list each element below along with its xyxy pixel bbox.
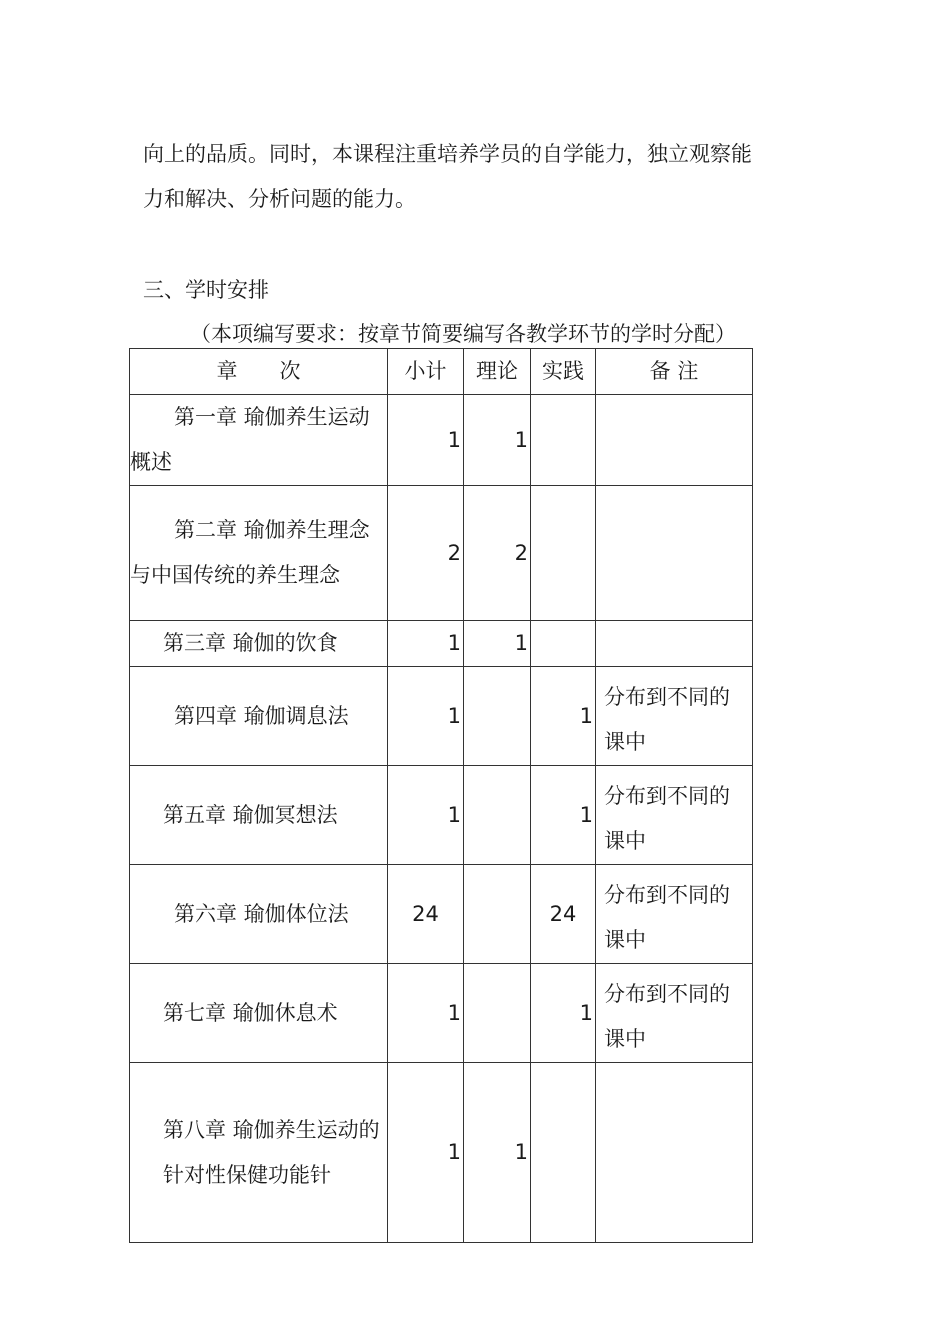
header-practice: 实践: [531, 349, 596, 395]
cell-practice: [531, 395, 596, 486]
hours-table: [129, 348, 753, 1243]
cell-subtotal: 1: [388, 964, 464, 1063]
cell-chapter: 第八章 瑜伽养生运动的针对性保健功能针: [130, 1063, 388, 1243]
cell-chapter: 第一章 瑜伽养生运动概述: [130, 395, 388, 486]
cell-remarks: 分布到不同的课中: [596, 766, 753, 865]
cell-chapter: 第六章 瑜伽体位法: [130, 865, 388, 964]
cell-subtotal: 1: [388, 766, 464, 865]
requirement-note: （本项编写要求：按章节简要编写各教学环节的学时分配）: [190, 322, 736, 346]
table-row: [130, 766, 753, 865]
cell-subtotal: 1: [388, 395, 464, 486]
cell-chapter: 第五章 瑜伽冥想法: [130, 766, 388, 865]
cell-remarks: 分布到不同的课中: [596, 964, 753, 1063]
header-theory: 理论: [464, 349, 531, 395]
section-title: 三、学时安排: [143, 278, 269, 302]
cell-subtotal: 1: [388, 621, 464, 667]
table-row: [130, 964, 753, 1063]
cell-practice: 1: [531, 667, 596, 766]
cell-remarks: [596, 621, 753, 667]
cell-practice: 1: [531, 964, 596, 1063]
cell-subtotal: 2: [388, 486, 464, 621]
table-row: [130, 621, 753, 667]
cell-subtotal: 24: [388, 865, 464, 964]
cell-practice: 24: [531, 865, 596, 964]
intro-paragraph: [143, 132, 823, 222]
cell-theory: [464, 865, 531, 964]
cell-practice: [531, 1063, 596, 1243]
cell-theory: [464, 766, 531, 865]
cell-theory: [464, 964, 531, 1063]
cell-remarks: [596, 486, 753, 621]
cell-remarks: [596, 1063, 753, 1243]
header-remarks: 备 注: [596, 349, 753, 395]
cell-theory: [464, 667, 531, 766]
header-subtotal: 小计: [388, 349, 464, 395]
cell-chapter: 第三章 瑜伽的饮食: [130, 621, 388, 667]
cell-chapter: 第二章 瑜伽养生理念与中国传统的养生理念: [130, 486, 388, 621]
cell-practice: 1: [531, 766, 596, 865]
cell-remarks: 分布到不同的课中: [596, 865, 753, 964]
header-chapter: 章 次: [130, 349, 388, 395]
table-row: [130, 486, 753, 621]
table-row: [130, 1063, 753, 1243]
cell-subtotal: 1: [388, 667, 464, 766]
cell-practice: [531, 486, 596, 621]
table-row: [130, 865, 753, 964]
cell-theory: 1: [464, 621, 531, 667]
cell-remarks: 分布到不同的课中: [596, 667, 753, 766]
cell-chapter: 第四章 瑜伽调息法: [130, 667, 388, 766]
cell-theory: 2: [464, 486, 531, 621]
cell-theory: 1: [464, 1063, 531, 1243]
cell-subtotal: 1: [388, 1063, 464, 1243]
table-row: [130, 667, 753, 766]
cell-chapter: 第七章 瑜伽休息术: [130, 964, 388, 1063]
cell-theory: 1: [464, 395, 531, 486]
intro-line-1: 向上的品质。同时，本课程注重培养学员的自学能力，独立观察能: [143, 142, 752, 166]
cell-practice: [531, 621, 596, 667]
intro-line-2: 力和解决、分析问题的能力。: [143, 187, 416, 211]
cell-remarks: [596, 395, 753, 486]
table-row: [130, 395, 753, 486]
table-header-row: [130, 349, 753, 395]
